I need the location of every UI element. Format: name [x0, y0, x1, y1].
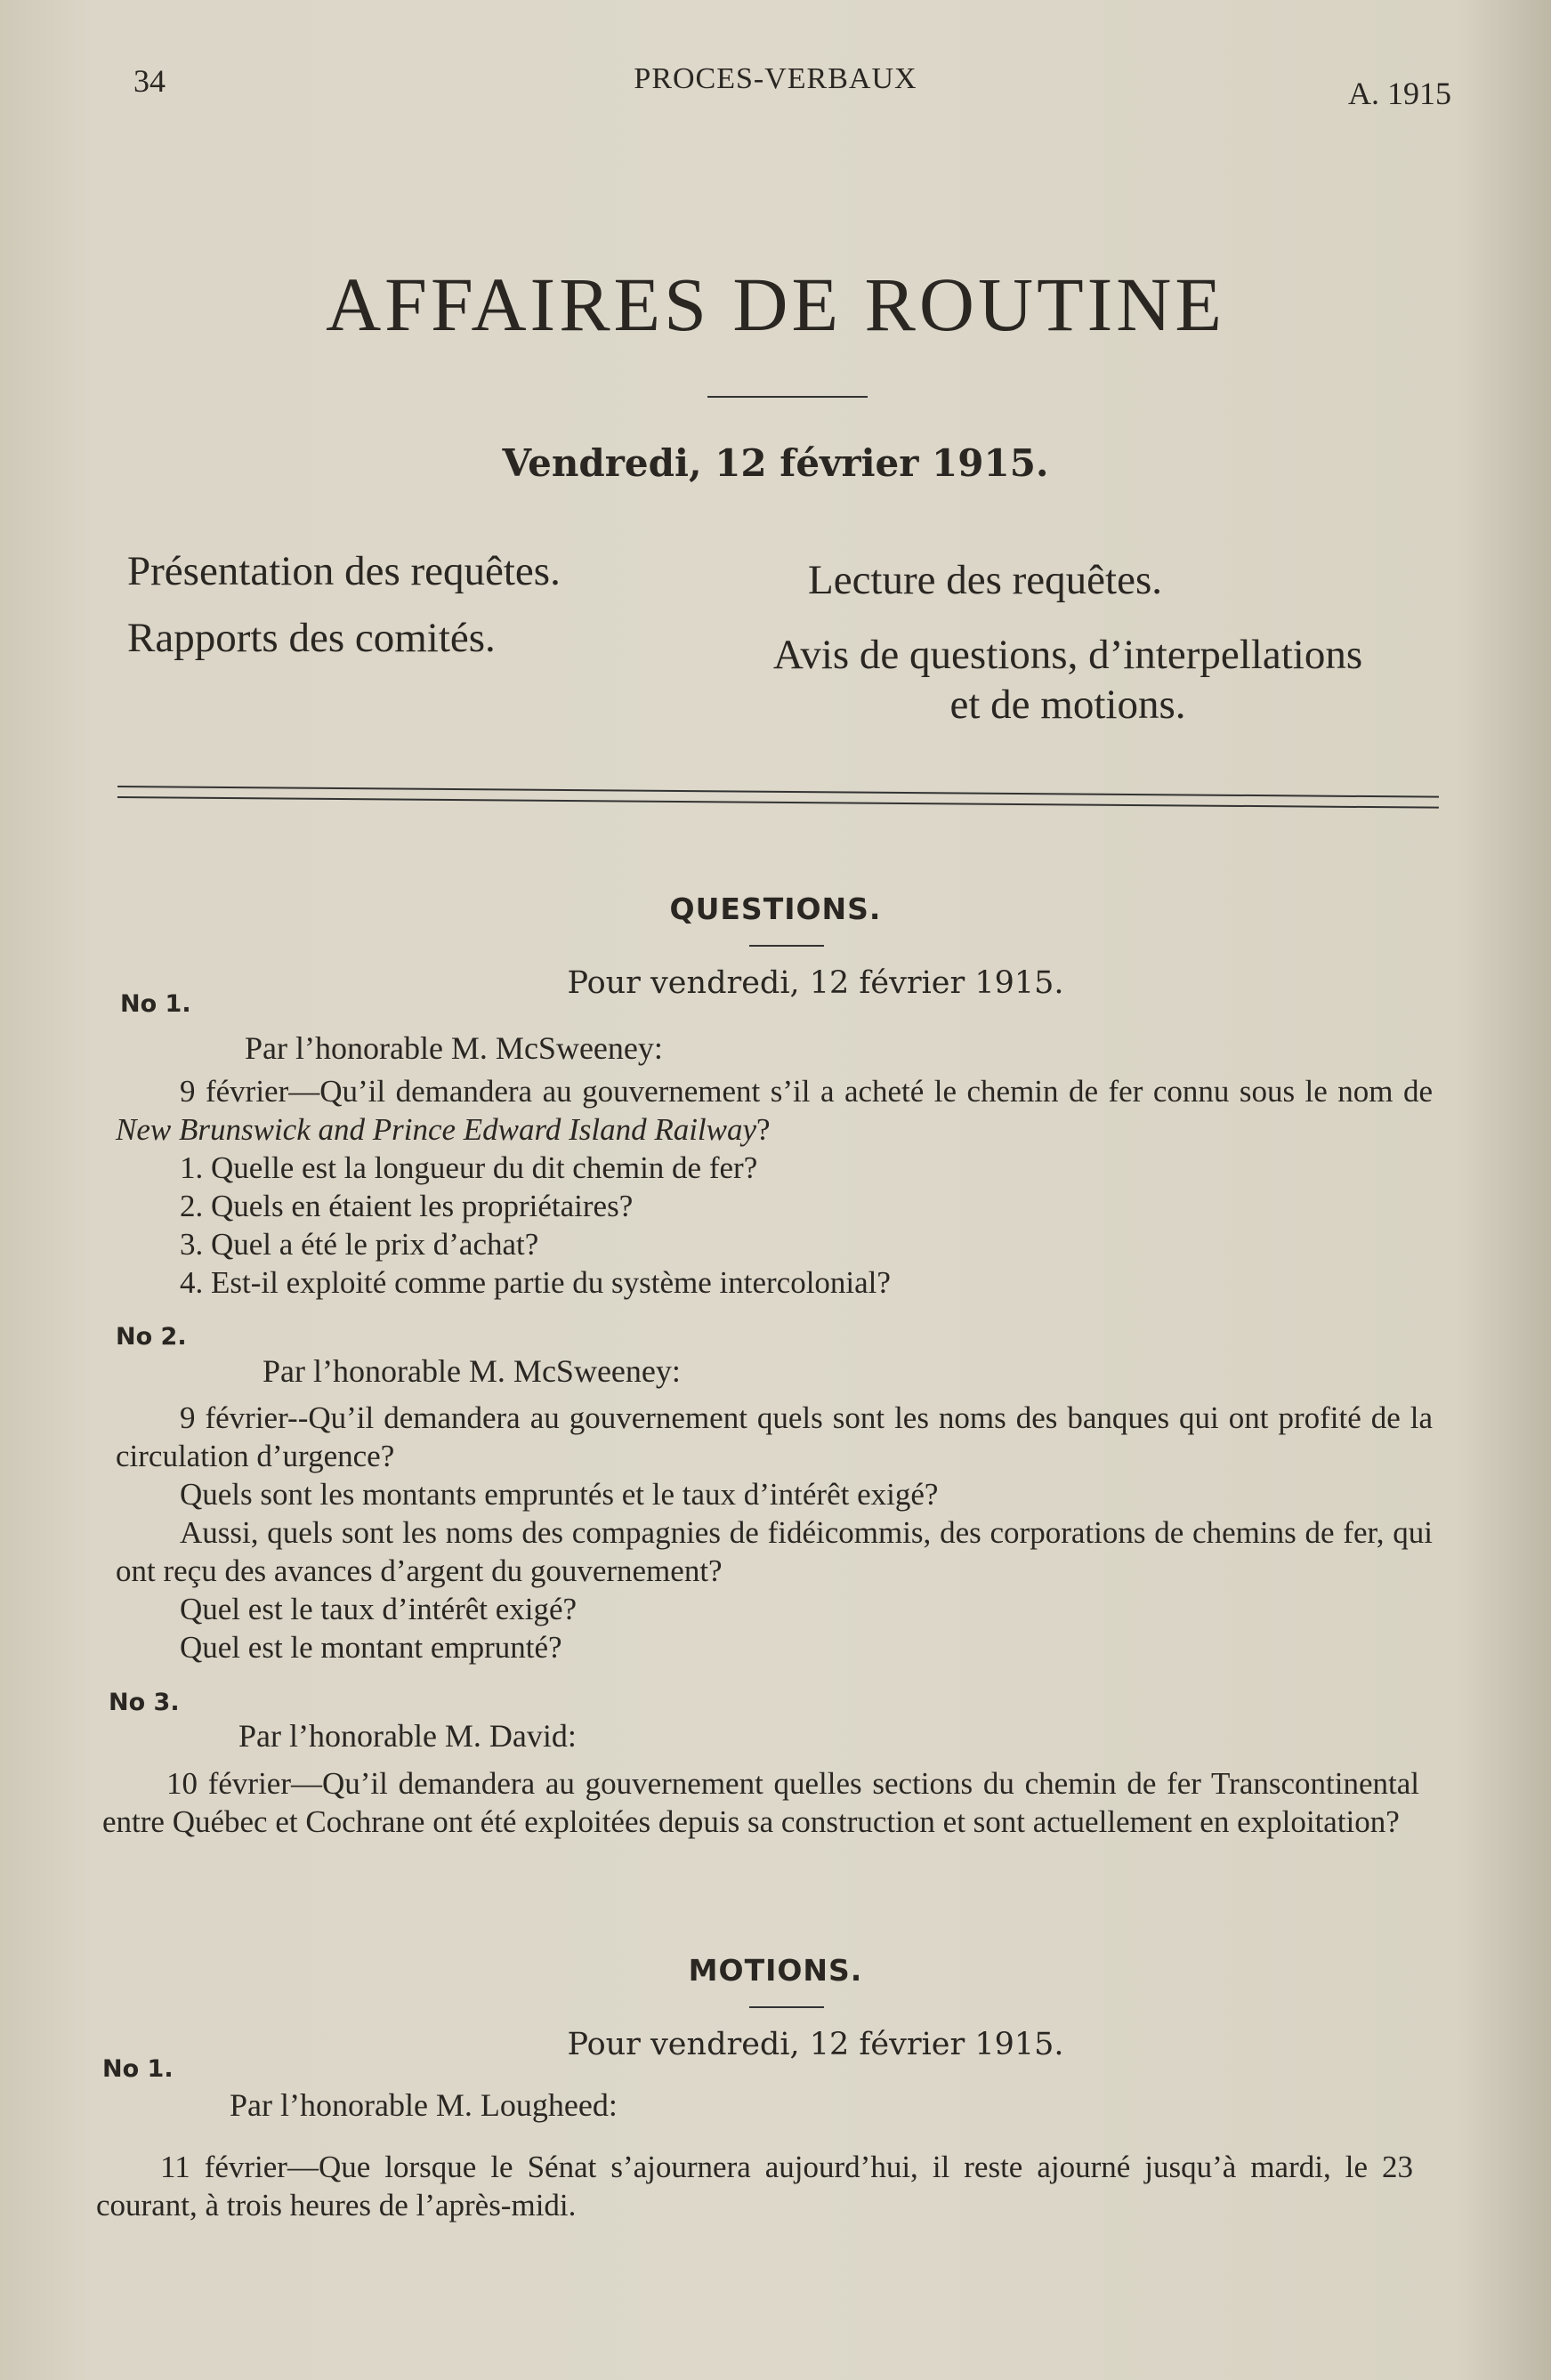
motion-1-text — [96, 2148, 1413, 2224]
page-title: AFFAIRES DE ROUTINE — [326, 262, 1225, 347]
title-rule — [707, 396, 868, 398]
questions-date: Pour vendredi, 12 février 1915. — [567, 965, 1064, 1001]
motions-date: Pour vendredi, 12 février 1915. — [567, 2027, 1064, 2062]
question-1-item-3: 3. Quel a été le prix d’achat? — [180, 1227, 539, 1262]
motions-heading: MOTIONS. — [688, 1953, 863, 1988]
question-2-number: No 2. — [116, 1323, 187, 1351]
question-1-railway-name: New Brunswick and Prince Edward Island Railway — [116, 1112, 757, 1147]
questions-heading: QUESTIONS. — [669, 891, 882, 926]
question-2-text — [116, 1399, 1433, 1666]
question-1-number: No 1. — [120, 990, 191, 1018]
session-year: A. 1915 — [1348, 76, 1451, 111]
question-1-item-4: 4. Est-il exploité comme partie du système intercolonial? — [180, 1265, 891, 1300]
question-3-number: No 3. — [109, 1689, 180, 1716]
running-title: PROCES-VERBAUX — [634, 62, 917, 95]
motion-1-number: No 1. — [102, 2055, 174, 2083]
question-1-item-2: 2. Quels en étaient les propriétaires? — [180, 1189, 634, 1223]
question-1-author: Par l’honorable M. McSweeney: — [245, 1030, 663, 1066]
motion-1-author: Par l’honorable M. Lougheed: — [230, 2087, 618, 2123]
agenda-reports: Rapports des comités. — [127, 615, 496, 661]
motion-1-body: 11 février—Que lorsque le Sénat s’ajournera aujourd’hui, il reste ajourné jusqu’à mardi, le 23 courant, à trois heures de l’après-midi. — [96, 2150, 1413, 2223]
question-1-text — [116, 1072, 1433, 1302]
question-2-line-1: 9 février--Qu’il demandera au gouvernement quels sont les noms des banques qui ont profité de la circulation d’urgence? — [116, 1400, 1433, 1473]
question-3-author: Par l’honorable M. David: — [238, 1718, 577, 1754]
questions-rule — [749, 945, 824, 947]
question-2-line-5: Quel est le montant emprunté? — [180, 1630, 562, 1665]
agenda-reading: Lecture des requêtes. — [808, 557, 1162, 603]
question-3-text — [102, 1764, 1419, 1841]
question-2-author: Par l’honorable M. McSweeney: — [263, 1353, 681, 1389]
agenda-presentation: Présentation des requêtes. — [127, 548, 561, 594]
page-number: 34 — [133, 63, 166, 99]
question-1-body: 9 février—Qu’il demandera au gouvernement s’il a acheté le chemin de fer connu sous le nom de — [180, 1074, 1433, 1109]
question-3-body: 10 février—Qu’il demandera au gouvernement quelles sections du chemin de fer Transcontinental entre Québec et Cochrane ont été exploitées depuis sa construction et sont actuellement en exploitation? — [102, 1766, 1419, 1839]
question-1-item-1: 1. Quelle est la longueur du dit chemin de fer? — [180, 1150, 758, 1185]
motions-rule — [749, 2006, 824, 2008]
question-2-line-3: Aussi, quels sont les noms des compagnies de fidéicommis, des corporations de chemins de fer, qui ont reçu des avances d’argent du gouvernement? — [116, 1515, 1433, 1588]
agenda-notices-line2: et de motions. — [949, 682, 1186, 728]
agenda-notices-line1: Avis de questions, d’interpellations — [772, 632, 1363, 678]
question-2-line-4: Quel est le taux d’intérêt exigé? — [180, 1592, 578, 1626]
question-1-qmark: ? — [756, 1112, 771, 1147]
question-2-line-2: Quels sont les montants empruntés et le taux d’intérêt exigé? — [180, 1477, 939, 1512]
double-rule — [117, 786, 1439, 809]
agenda-notices — [699, 630, 1437, 730]
sitting-date: Vendredi, 12 février 1915. — [502, 441, 1049, 485]
